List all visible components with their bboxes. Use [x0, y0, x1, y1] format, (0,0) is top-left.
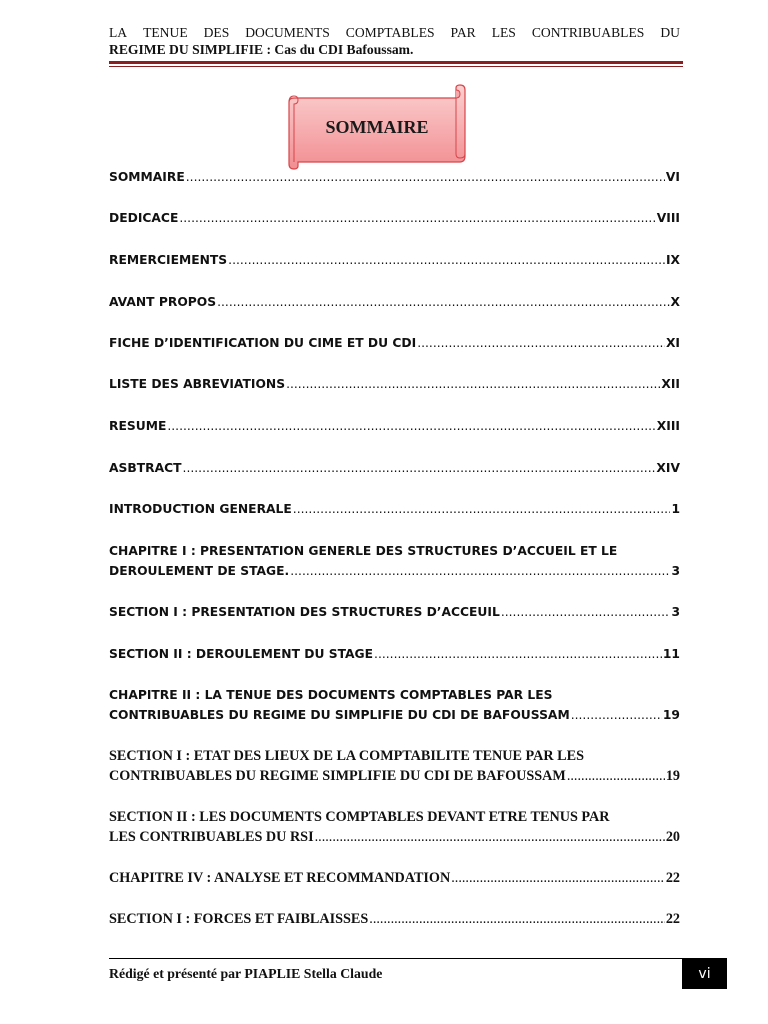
toc-entry[interactable]: AVANT PROPOS ..... X	[109, 292, 680, 312]
header-line-1: LA TENUE DES DOCUMENTS COMPTABLES PAR LES CONTRIBUABLES DU	[109, 25, 680, 40]
footer-author: Rédigé et présenté par PIAPLIE Stella Claude	[109, 966, 383, 981]
toc-entry[interactable]: REMERCIEMENTS ..... IX	[109, 250, 680, 270]
toc-entry-chapter-1[interactable]: CHAPITRE I : PRESENTATION GENERLE DES STRUCTURES D’ACCUEIL ET LE DEROULEMENT DE STAGE. ..... 3	[109, 541, 680, 581]
title-scroll-banner	[284, 84, 470, 170]
toc-entry[interactable]: SECTION II : LES DOCUMENTS COMPTABLES DEVANT ETRE TENUS PAR LES CONTRIBUABLES DU RSI ..... 20	[109, 807, 680, 847]
header-line-2: REGIME DU SIMPLIFIE : Cas du CDI Bafoussam.	[109, 42, 414, 57]
toc-entry[interactable]: INTRODUCTION GENERALE ..... 1	[109, 499, 680, 519]
page-number-badge: vi	[682, 958, 727, 989]
footer-rule	[109, 958, 683, 959]
toc-entry[interactable]: LISTE DES ABREVIATIONS ..... XII	[109, 374, 680, 394]
header-rule-thin	[109, 66, 683, 67]
toc-title: SOMMAIRE	[325, 117, 429, 137]
toc-entry[interactable]: CHAPITRE IV : ANALYSE ET RECOMMANDATION ..... 22	[109, 868, 680, 888]
toc-entry[interactable]: SECTION I : FORCES ET FAIBLAISSES ..... 22	[109, 909, 680, 929]
toc-entry[interactable]: SECTION II : DEROULEMENT DU STAGE ..... 11	[109, 644, 680, 664]
toc-entry[interactable]: SECTION I : ETAT DES LIEUX DE LA COMPTABILITE TENUE PAR LES CONTRIBUABLES DU REGIME SIMPLIFIE DU CDI DE BAFOUSSAM ..... 19	[109, 746, 680, 786]
toc-entry[interactable]: ASBTRACT ..... XIV	[109, 458, 680, 478]
toc-entry[interactable]: SECTION I : PRESENTATION DES STRUCTURES D’ACCEUIL ..... 3	[109, 602, 680, 622]
toc-entry-chapter-2[interactable]: CHAPITRE II : LA TENUE DES DOCUMENTS COMPTABLES PAR LES CONTRIBUABLES DU REGIME DU SIMPLIFIE DU CDI DE BAFOUSSAM ..... 19	[109, 685, 680, 725]
running-header	[109, 24, 680, 58]
toc-entry[interactable]: RESUME ..... XIII	[109, 416, 680, 436]
toc-entry[interactable]: SOMMAIRE ..... VI	[109, 167, 680, 187]
toc-entry[interactable]: FICHE D’IDENTIFICATION DU CIME ET DU CDI ..... XI	[109, 333, 680, 353]
header-rule-thick	[109, 61, 683, 64]
toc-entry[interactable]: DEDICACE ..... VIII	[109, 208, 680, 228]
